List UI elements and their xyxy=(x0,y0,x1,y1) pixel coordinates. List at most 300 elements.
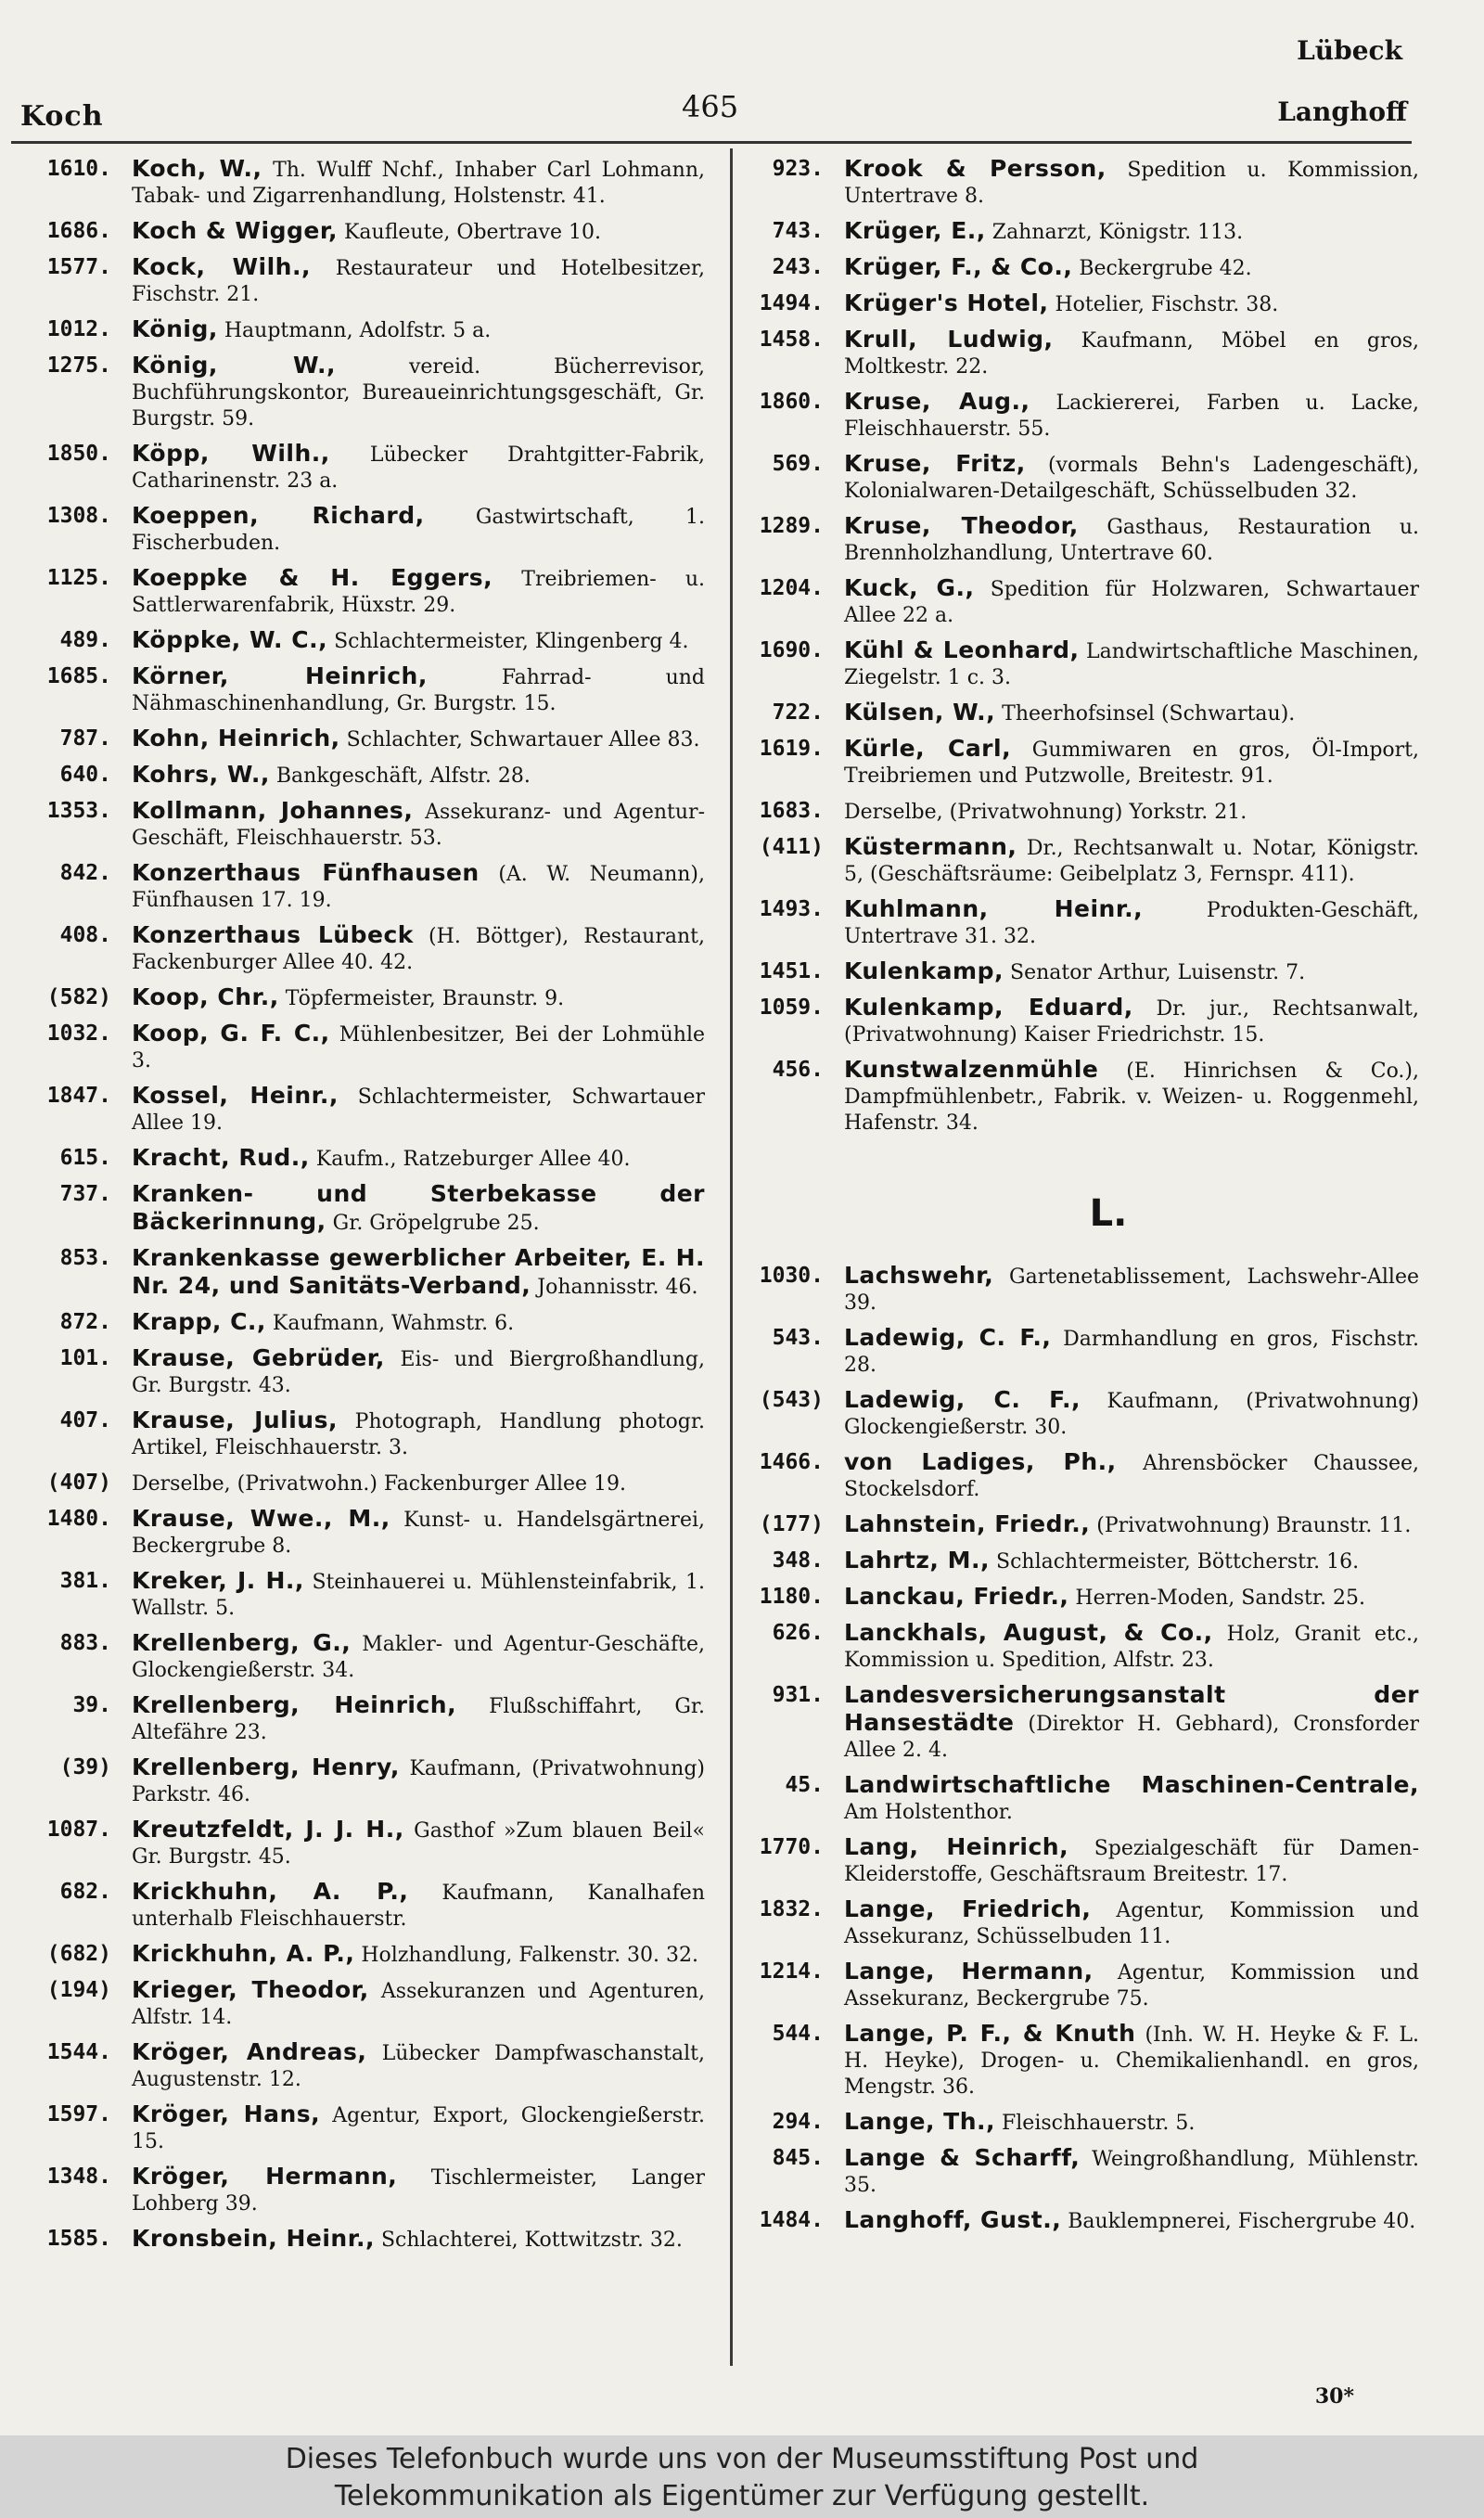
entry-name: Krickhuhn, A. P., xyxy=(132,1940,355,1967)
entry-name: Kracht, Rud., xyxy=(132,1144,310,1171)
directory-entry xyxy=(742,798,1419,826)
entry-details: Kaufmann, Möbel en gros, Moltkestr. 22. xyxy=(844,329,1419,379)
phone-number: 489. xyxy=(59,628,111,652)
entry-text xyxy=(844,1682,1419,1764)
phone-number: 1275. xyxy=(46,353,111,378)
entry-name: Lange, Th., xyxy=(844,2108,995,2135)
phone-number: 543. xyxy=(772,1326,824,1350)
entry-details: Tischlermeister, Langer Lohberg 39. xyxy=(132,2166,705,2216)
directory-entry xyxy=(742,1449,1419,1503)
entry-text xyxy=(844,798,1419,826)
entry-text xyxy=(844,2145,1419,2199)
phone-number: 682. xyxy=(59,1880,111,1904)
directory-entry xyxy=(19,2226,705,2254)
entry-text xyxy=(132,353,705,432)
directory-entry xyxy=(742,2021,1419,2100)
phone-number: 1451. xyxy=(759,959,824,983)
entry-details: Holzhandlung, Falkenstr. 30. 32. xyxy=(361,1944,699,1967)
directory-entry xyxy=(19,218,705,246)
entry-text xyxy=(132,441,705,495)
entry-details: Derselbe, (Privatwohn.) Fackenburger Allee 19. xyxy=(132,1472,627,1496)
entry-name: Lange, P. F., & Knuth xyxy=(844,2020,1136,2047)
directory-entry xyxy=(742,1325,1419,1379)
footer-line-2: Telekommunikation als Eigentümer zur Verfügung gestellt. xyxy=(334,2480,1150,2512)
entry-name: Ladewig, C. F., xyxy=(844,1386,1081,1413)
directory-entry xyxy=(19,1568,705,1622)
entry-details: Agentur, Export, Glockengießerstr. 15. xyxy=(132,2104,705,2153)
phone-number: (194) xyxy=(46,1978,111,2002)
directory-entry xyxy=(742,1263,1419,1317)
entry-details: Fleischhauerstr. 5. xyxy=(1002,2112,1196,2135)
phone-number: 101. xyxy=(59,1346,111,1370)
entry-name: Krause, Gebrüder, xyxy=(132,1344,385,1371)
phone-number: 1770. xyxy=(759,1835,824,1859)
entry-name: Lange & Scharff, xyxy=(844,2144,1081,2171)
entry-name: Kreutzfeldt, J. J. H., xyxy=(132,1816,404,1843)
entry-name: Kulenkamp, xyxy=(844,957,1004,984)
phone-number: 1466. xyxy=(759,1450,824,1474)
entry-name: Krüger, F., & Co., xyxy=(844,253,1073,280)
entry-details: Beckergrube 42. xyxy=(1079,257,1252,280)
entry-details: Schlachter, Schwartauer Allee 83. xyxy=(346,728,700,752)
entry-text xyxy=(132,1309,705,1337)
entry-text xyxy=(844,1584,1419,1612)
directory-entry xyxy=(19,1083,705,1137)
entry-text xyxy=(844,1387,1419,1441)
entry-name: Kröger, Hermann, xyxy=(132,2163,398,2190)
entry-text xyxy=(132,1506,705,1560)
entry-name: Kruse, Fritz, xyxy=(844,450,1026,477)
phone-number: 1585. xyxy=(46,2227,111,2251)
entry-text xyxy=(132,1021,705,1074)
entry-details: Landwirtschaftliche Maschinen, Ziegelstr. 1 c. 3. xyxy=(844,640,1420,689)
entry-text xyxy=(132,762,705,790)
entry-text xyxy=(844,736,1419,790)
directory-entry xyxy=(742,1772,1419,1826)
entry-text xyxy=(132,2101,705,2155)
phone-number: 569. xyxy=(772,452,824,476)
entry-name: Kröger, Hans, xyxy=(132,2100,321,2127)
phone-number: 931. xyxy=(772,1683,824,1707)
entry-text xyxy=(844,2109,1419,2137)
entry-text xyxy=(132,2164,705,2217)
phone-number: 294. xyxy=(772,2110,824,2134)
entry-name: Kronsbein, Heinr., xyxy=(132,2225,375,2252)
entry-name: Krook & Persson, xyxy=(844,155,1107,182)
directory-entry xyxy=(19,984,705,1012)
entry-name: Kohrs, W., xyxy=(132,761,270,788)
directory-entry xyxy=(19,1309,705,1337)
entry-text xyxy=(844,389,1419,443)
entry-name: Krüger's Hotel, xyxy=(844,289,1049,316)
directory-entry xyxy=(19,726,705,753)
entry-name: Krellenberg, Henry, xyxy=(132,1754,400,1780)
header-city: Lübeck xyxy=(1297,35,1402,66)
directory-entry xyxy=(19,1754,705,1808)
right-column-k-entries xyxy=(742,156,1419,1137)
entry-name: Külsen, W., xyxy=(844,699,996,726)
entry-name: Kürle, Carl, xyxy=(844,735,1012,762)
entry-text xyxy=(132,565,705,619)
entry-details: Makler- und Agentur-Geschäfte, Glockengießerstr. 34. xyxy=(132,1633,706,1682)
entry-text xyxy=(132,1181,705,1237)
entry-details: Lübecker Dampfwaschanstalt, Augustenstr. 12. xyxy=(132,2042,705,2091)
entry-details: Johannisstr. 46. xyxy=(537,1276,698,1299)
entry-text xyxy=(844,1057,1419,1137)
entry-name: Lachswehr, xyxy=(844,1262,994,1289)
entry-details: Hauptmann, Adolfstr. 5 a. xyxy=(224,319,492,342)
column-divider xyxy=(730,148,733,2366)
phone-number: 1577. xyxy=(46,255,111,279)
entry-name: Ladewig, C. F., xyxy=(844,1324,1052,1351)
entry-text xyxy=(132,1083,705,1137)
entry-details: (Direktor H. Gebhard), Cronsforder Allee 2. 4. xyxy=(844,1713,1419,1762)
directory-entry xyxy=(19,316,705,344)
phone-number: (177) xyxy=(759,1512,824,1536)
entry-text xyxy=(132,316,705,344)
entry-name: Kröger, Andreas, xyxy=(132,2038,367,2065)
entry-text xyxy=(132,984,705,1012)
phone-number: 1030. xyxy=(759,1264,824,1288)
entry-name: Krüger, E., xyxy=(844,217,986,244)
entry-details: Mühlenbesitzer, Bei der Lohmühle 3. xyxy=(132,1023,706,1073)
directory-entry xyxy=(742,254,1419,282)
entry-text xyxy=(844,290,1419,318)
phone-number: 381. xyxy=(59,1569,111,1593)
entry-details: Derselbe, (Privatwohnung) Yorkstr. 21. xyxy=(844,801,1247,824)
directory-entry xyxy=(742,896,1419,950)
entry-details: Senator Arthur, Luisenstr. 7. xyxy=(1010,961,1306,984)
phone-number: 1087. xyxy=(46,1818,111,1842)
directory-entry xyxy=(742,1682,1419,1764)
entry-name: Köppke, W. C., xyxy=(132,626,328,653)
entry-name: Körner, Heinrich, xyxy=(132,662,428,689)
entry-details: Assekuranzen und Agenturen, Alfstr. 14. xyxy=(132,1980,706,2029)
directory-entry xyxy=(19,1630,705,1684)
entry-name: Kollmann, Johannes, xyxy=(132,797,414,824)
directory-entry xyxy=(742,1896,1419,1950)
phone-number: 1494. xyxy=(759,291,824,315)
entry-text xyxy=(844,1548,1419,1575)
directory-entry xyxy=(742,1584,1419,1612)
left-column xyxy=(19,156,705,2262)
entry-text xyxy=(132,1145,705,1173)
entry-details: Kaufm., Ratzeburger Allee 40. xyxy=(315,1148,631,1171)
phone-number: 1353. xyxy=(46,799,111,823)
entry-details: Gartenetablissement, Lachswehr-Allee 39. xyxy=(844,1265,1419,1315)
entry-details: Spedition für Holzwaren, Schwartauer Allee 22 a. xyxy=(844,578,1419,627)
phone-number: 1484. xyxy=(759,2208,824,2232)
entry-details: Ahrensböcker Chaussee, Stockelsdorf. xyxy=(844,1452,1419,1501)
entry-text xyxy=(844,700,1419,727)
entry-details: Eis- und Biergroßhandlung, Gr. Burgstr. 43. xyxy=(132,1348,705,1397)
phone-number: 348. xyxy=(772,1548,824,1573)
phone-number: 883. xyxy=(59,1631,111,1655)
phone-number: 456. xyxy=(772,1058,824,1082)
entry-text xyxy=(132,1754,705,1808)
entry-name: Koeppke & H. Eggers, xyxy=(132,564,493,591)
directory-entry xyxy=(742,2207,1419,2235)
entry-name: Konzerthaus Fünfhausen xyxy=(132,859,480,886)
entry-details: (vormals Behn's Ladengeschäft), Kolonialwaren-Detailgeschäft, Schüsselbuden 32. xyxy=(844,454,1419,503)
entry-details: Steinhauerei u. Mühlensteinfabrik, 1. Wallstr. 5. xyxy=(132,1571,706,1620)
entry-text xyxy=(844,218,1419,246)
phone-number: 1032. xyxy=(46,1021,111,1046)
entry-text xyxy=(132,1568,705,1622)
entry-name: Krellenberg, G., xyxy=(132,1629,352,1656)
phone-number: 1480. xyxy=(46,1507,111,1531)
entry-name: Landesversicherungsanstalt der Hansestädte xyxy=(844,1681,1419,1736)
entry-text xyxy=(132,1941,705,1969)
directory-entry xyxy=(19,503,705,557)
phone-number: 872. xyxy=(59,1310,111,1334)
entry-name: Koch & Wigger, xyxy=(132,217,338,244)
entry-details: Photograph, Handlung photogr. Artikel, Fleischhauerstr. 3. xyxy=(132,1410,705,1459)
directory-entry xyxy=(742,1959,1419,2012)
entry-text xyxy=(132,1245,705,1301)
directory-entry xyxy=(742,700,1419,727)
phone-number: (411) xyxy=(759,835,824,859)
entry-details: Schlachtermeister, Klingenberg 4. xyxy=(334,630,689,653)
entry-text xyxy=(132,1630,705,1684)
directory-entry xyxy=(19,2039,705,2093)
phone-number: 544. xyxy=(772,2022,824,2046)
entry-text xyxy=(844,834,1419,888)
directory-entry xyxy=(19,1879,705,1933)
phone-number: 408. xyxy=(59,923,111,947)
entry-details: Dr., Rechtsanwalt u. Notar, Königstr. 5, (Geschäftsräume: Geibelplatz 3, Fernspr. 411). xyxy=(844,837,1419,886)
entry-details: Spedition u. Kommission, Untertrave 8. xyxy=(844,159,1419,208)
directory-entry xyxy=(742,1548,1419,1575)
entry-details: Bauklempnerei, Fischergrube 40. xyxy=(1068,2210,1416,2233)
entry-name: Kunstwalzenmühle xyxy=(844,1056,1099,1083)
entry-text xyxy=(132,2226,705,2254)
phone-number: 787. xyxy=(59,726,111,751)
entry-text xyxy=(844,995,1419,1048)
entry-name: König, xyxy=(132,315,218,342)
entry-details: Lübecker Drahtgitter-Fabrik, Catharinenstr. 23 a. xyxy=(132,443,705,493)
directory-entry xyxy=(742,1511,1419,1539)
directory-entry xyxy=(19,1145,705,1173)
phone-number: 1493. xyxy=(759,897,824,921)
directory-entry xyxy=(742,2145,1419,2199)
entry-details: Flußschiffahrt, Gr. Altefähre 23. xyxy=(132,1695,705,1744)
phone-number: (407) xyxy=(46,1471,111,1495)
entry-details: Gasthaus, Restauration u. Brennholzhandlung, Untertrave 60. xyxy=(844,516,1419,565)
entry-name: Lahnstein, Friedr., xyxy=(844,1510,1091,1537)
entry-details: Fahrrad- und Nähmaschinenhandlung, Gr. Burgstr. 15. xyxy=(132,666,705,715)
directory-entry xyxy=(19,1021,705,1074)
entry-text xyxy=(844,327,1419,380)
entry-details: Töpfermeister, Braunstr. 9. xyxy=(285,987,565,1010)
directory-entry xyxy=(19,1692,705,1746)
entry-details: Treibriemen- u. Sattlerwarenfabrik, Hüxstr. 29. xyxy=(132,568,705,617)
directory-entry xyxy=(742,327,1419,380)
entry-details: Kunst- u. Handelsgärtnerei, Beckergrube 8. xyxy=(132,1509,705,1558)
entry-name: Konzerthaus Lübeck xyxy=(132,921,414,948)
directory-entry xyxy=(19,860,705,914)
directory-entry xyxy=(19,1345,705,1399)
phone-number: 1059. xyxy=(759,996,824,1020)
entry-name: Krellenberg, Heinrich, xyxy=(132,1691,457,1718)
phone-number: 1180. xyxy=(759,1585,824,1609)
phone-number: 640. xyxy=(59,763,111,787)
entry-text xyxy=(844,958,1419,986)
directory-entry xyxy=(742,958,1419,986)
entry-name: Landwirtschaftliche Maschinen-Centrale, xyxy=(844,1771,1419,1798)
directory-entry xyxy=(19,1245,705,1301)
phone-number: 1683. xyxy=(759,799,824,823)
entry-text xyxy=(844,451,1419,505)
directory-entry xyxy=(742,575,1419,629)
entry-text xyxy=(132,726,705,753)
phone-number: 615. xyxy=(59,1146,111,1170)
phone-number: 845. xyxy=(772,2146,824,2170)
directory-entry xyxy=(19,353,705,432)
phone-number: 1125. xyxy=(46,566,111,590)
directory-entry xyxy=(742,2109,1419,2137)
directory-entry xyxy=(19,1506,705,1560)
entry-name: Koeppen, Richard, xyxy=(132,502,425,529)
entry-name: Koch, W., xyxy=(132,155,262,182)
entry-text xyxy=(132,503,705,557)
phone-number: (682) xyxy=(46,1942,111,1966)
directory-entry xyxy=(742,1387,1419,1441)
right-column xyxy=(742,156,1419,2243)
entry-name: Lange, Friedrich, xyxy=(844,1895,1092,1922)
phone-number: (582) xyxy=(46,985,111,1009)
header-first-entry: Koch xyxy=(20,100,104,133)
entry-name: Kulenkamp, Eduard, xyxy=(844,994,1133,1021)
entry-details: Zahnarzt, Königstr. 113. xyxy=(991,221,1244,244)
header-last-entry: Langhoff xyxy=(1277,96,1407,127)
directory-entry xyxy=(19,1941,705,1969)
section-letter: L. xyxy=(1089,1192,1128,1235)
entry-details: Theerhofsinsel (Schwartau). xyxy=(1002,702,1296,726)
entry-name: Köpp, Wilh., xyxy=(132,440,330,467)
directory-entry xyxy=(19,1181,705,1237)
phone-number: 842. xyxy=(59,861,111,885)
entry-text xyxy=(844,896,1419,950)
entry-details: Gastwirtschaft, 1. Fischerbuden. xyxy=(132,506,705,555)
phone-number: 722. xyxy=(772,700,824,725)
entry-details: Dr. jur., Rechtsanwalt, (Privatwohnung) Kaiser Friedrichstr. 15. xyxy=(844,997,1419,1047)
entry-name: Krickhuhn, A. P., xyxy=(132,1878,409,1905)
entry-name: von Ladiges, Ph., xyxy=(844,1448,1117,1475)
phone-number: 1619. xyxy=(759,737,824,761)
entry-text xyxy=(844,1772,1419,1826)
footer-line-1: Dieses Telefonbuch wurde uns von der Museumsstiftung Post und xyxy=(285,2443,1199,2475)
phone-number: 737. xyxy=(59,1182,111,1206)
directory-entry xyxy=(19,922,705,976)
entry-text xyxy=(132,798,705,852)
entry-details: Kaufmann, Wahmstr. 6. xyxy=(272,1312,515,1335)
entry-details: Schlachtermeister, Schwartauer Allee 19. xyxy=(132,1086,706,1135)
entry-text xyxy=(844,1449,1419,1503)
entry-details: Schlachtermeister, Böttcherstr. 16. xyxy=(996,1550,1360,1574)
entry-name: König, W., xyxy=(132,352,337,379)
entry-name: Langhoff, Gust., xyxy=(844,2206,1062,2233)
right-column-l-entries xyxy=(742,1263,1419,2235)
entry-details: Kaufmann, (Privatwohnung) Glockengießerstr. 30. xyxy=(844,1390,1419,1439)
entry-details: Bankgeschäft, Alfstr. 28. xyxy=(275,764,531,788)
directory-entry xyxy=(19,565,705,619)
directory-entry xyxy=(742,736,1419,790)
footer-notice xyxy=(0,2435,1484,2518)
directory-entry xyxy=(19,1817,705,1870)
phone-number: 1686. xyxy=(46,219,111,243)
entry-details: Spezialgeschäft für Damen-Kleiderstoffe, Geschäftsraum Breitestr. 17. xyxy=(844,1837,1419,1886)
phone-number: 1690. xyxy=(759,638,824,662)
entry-text xyxy=(844,1325,1419,1379)
phone-number: 923. xyxy=(772,157,824,181)
entry-name: Lanckau, Friedr., xyxy=(844,1583,1069,1610)
entry-details: Assekuranz- und Agentur-Geschäft, Fleischhauerstr. 53. xyxy=(132,801,706,850)
entry-text xyxy=(844,513,1419,567)
phone-number: 1544. xyxy=(46,2040,111,2064)
entry-name: Lanckhals, August, & Co., xyxy=(844,1619,1213,1646)
entry-text xyxy=(132,254,705,308)
entry-text xyxy=(844,1511,1419,1539)
entry-name: Kruse, Theodor, xyxy=(844,512,1079,539)
phone-number: 1214. xyxy=(759,1959,824,1984)
entry-details: Kaufleute, Obertrave 10. xyxy=(343,221,601,244)
entry-name: Kuck, G., xyxy=(844,574,975,601)
entry-text xyxy=(844,575,1419,629)
entry-details: vereid. Bücherrevisor, Buchführungskontor, Bureaueinrichtungsgeschäft, Gr. Burgstr. 59. xyxy=(132,355,705,430)
entry-text xyxy=(132,627,705,655)
directory-entry xyxy=(742,156,1419,210)
entry-text xyxy=(844,637,1419,691)
phone-number: 243. xyxy=(772,255,824,279)
entry-name: Lange, Hermann, xyxy=(844,1958,1094,1985)
entry-text xyxy=(132,2039,705,2093)
entry-name: Küstermann, xyxy=(844,833,1017,860)
entry-name: Kühl & Leonhard, xyxy=(844,636,1080,663)
entry-text xyxy=(132,218,705,246)
entry-name: Lahrtz, M., xyxy=(844,1547,991,1574)
directory-entry xyxy=(19,2101,705,2155)
phone-number: 1832. xyxy=(759,1897,824,1921)
directory-entry xyxy=(742,1620,1419,1674)
directory-entry xyxy=(19,762,705,790)
entry-name: Lang, Heinrich, xyxy=(844,1833,1069,1860)
directory-entry xyxy=(19,663,705,717)
phone-number: 1012. xyxy=(46,317,111,341)
directory-entry xyxy=(19,254,705,308)
phone-number: 1847. xyxy=(46,1084,111,1108)
directory-entry xyxy=(742,995,1419,1048)
entry-text xyxy=(132,1470,705,1497)
entry-details: Gr. Gröpelgrube 25. xyxy=(332,1212,540,1235)
directory-entry xyxy=(19,1977,705,2031)
entry-details: Agentur, Kommission und Assekuranz, Schüsselbuden 11. xyxy=(844,1899,1419,1948)
entry-text xyxy=(132,922,705,976)
entry-name: Krause, Julius, xyxy=(132,1407,338,1433)
entry-text xyxy=(132,1407,705,1461)
entry-text xyxy=(844,156,1419,210)
entry-text xyxy=(844,1896,1419,1950)
phone-number: 853. xyxy=(59,1246,111,1270)
entry-text xyxy=(844,1959,1419,2012)
entry-text xyxy=(132,1345,705,1399)
entry-text xyxy=(844,254,1419,282)
entry-name: Kranken- und Sterbekasse der Bäckerinnung, xyxy=(132,1180,705,1235)
phone-number: 1308. xyxy=(46,504,111,528)
entry-text xyxy=(132,156,705,210)
signature-mark: 30* xyxy=(1314,2384,1354,2409)
directory-entry xyxy=(742,1057,1419,1137)
